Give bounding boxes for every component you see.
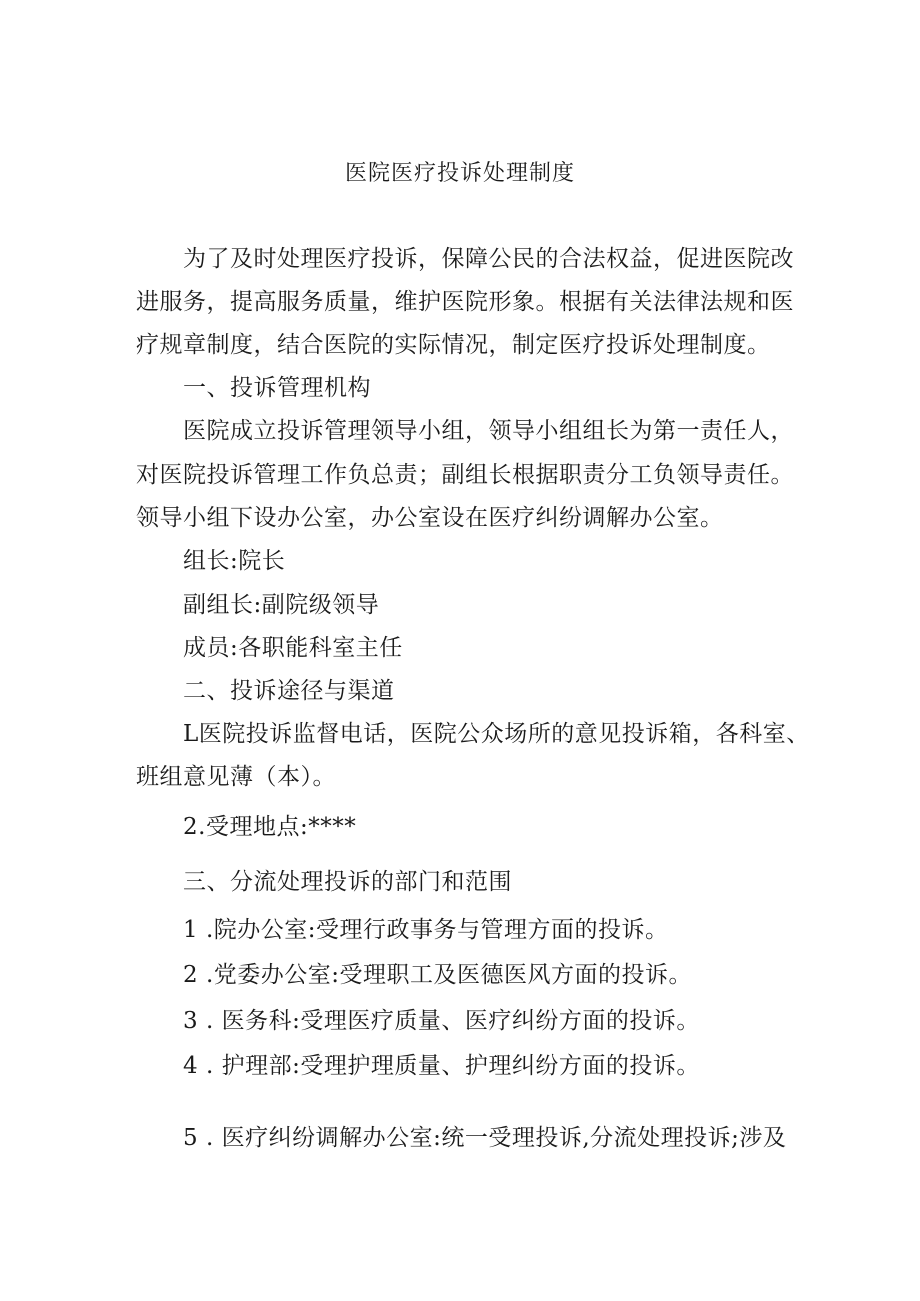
list-item: 1 .院办公室:受理行政事务与管理方面的投诉。 <box>183 917 669 943</box>
member-line: 组长:院长 <box>183 548 286 574</box>
paragraph-line: 班组意见薄（本）。 <box>136 764 336 790</box>
list-item: 4 . 护理部:受理护理质量、护理纠纷方面的投诉。 <box>183 1053 700 1079</box>
section-heading: 一、投诉管理机构 <box>183 375 371 401</box>
section-heading: 二、投诉途径与渠道 <box>183 678 395 704</box>
paragraph-line: L医院投诉监督电话，医院公众场所的意见投诉箱，各科室、 <box>183 721 810 747</box>
list-item: 2.受理地点:**** <box>183 814 357 840</box>
paragraph-line: 疗规章制度，结合医院的实际情况，制定医疗投诉处理制度。 <box>136 332 771 358</box>
list-item: 2 .党委办公室:受理职工及医德医风方面的投诉。 <box>183 962 693 988</box>
paragraph-line: 对医院投诉管理工作负总责；副组长根据职责分工负领导责任。 <box>136 462 794 488</box>
paragraph-line: 领导小组下设办公室，办公室设在医疗纠纷调解办公室。 <box>136 505 724 531</box>
member-line: 副组长:副院级领导 <box>183 592 380 618</box>
paragraph-line: 为了及时处理医疗投诉，保障公民的合法权益，促进医院改 <box>183 246 794 272</box>
section-heading: 三、分流处理投诉的部门和范围 <box>183 869 512 895</box>
paragraph-line: 进服务，提高服务质量，维护医院形象。根据有关法律法规和医 <box>136 289 794 315</box>
list-item: 3 . 医务科:受理医疗质量、医疗纠纷方面的投诉。 <box>183 1008 700 1034</box>
paragraph-line: 医院成立投诉管理领导小组，领导小组组长为第一责任人， <box>183 418 794 444</box>
document-title: 医院医疗投诉处理制度 <box>344 161 575 186</box>
member-line: 成员:各职能科室主任 <box>183 635 403 661</box>
list-item: 5 . 医疗纠纷调解办公室:统一受理投诉,分流处理投诉;涉及 <box>183 1125 787 1151</box>
